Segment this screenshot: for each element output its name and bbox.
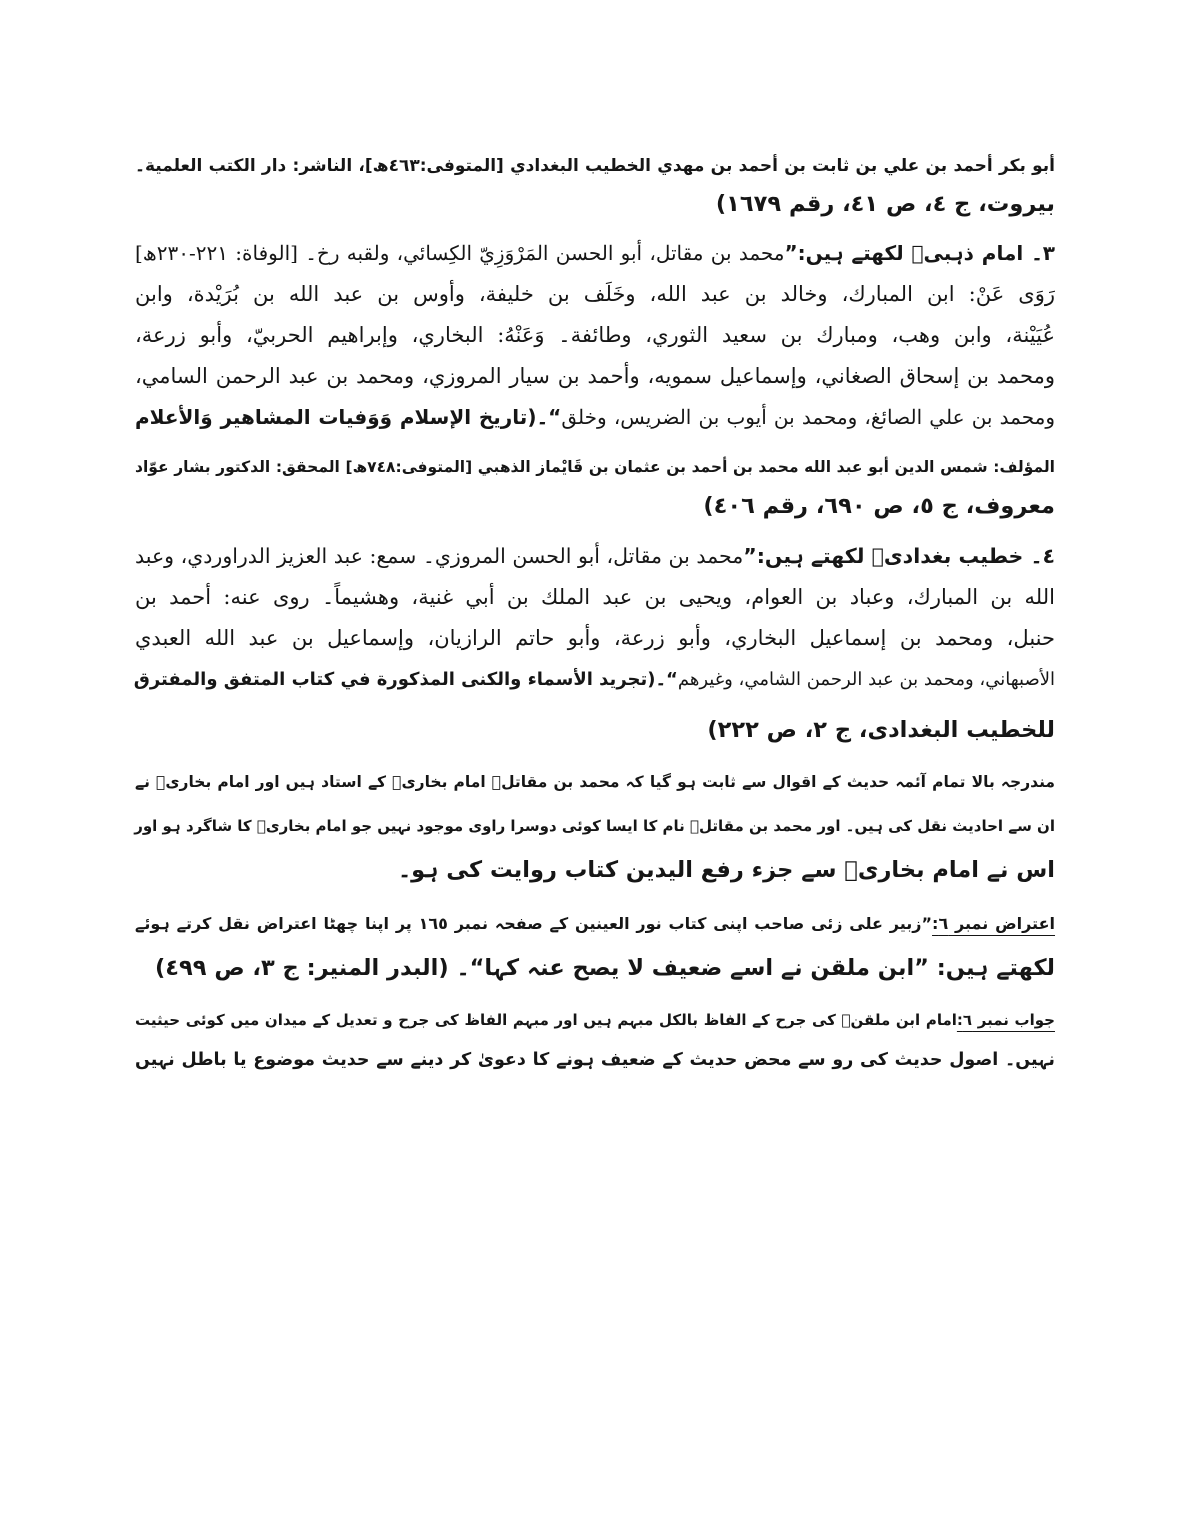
item-4-line [135,659,1055,700]
objection-line [135,902,1055,946]
document-page [135,147,1055,1090]
item-3-intro: ٣۔ امام ذہبیؒ لکھتے ہیں:” [784,241,1056,265]
reference-2 [135,448,1055,526]
item-4-quote: محمد بن مقاتل، أبو الحسن المروزي۔ سمع: عبد العزيز الدراوردي، وعبد [135,544,744,568]
item-3-dhahabi [135,233,1055,438]
answer-6 [135,1000,1055,1080]
answer-line [135,1000,1055,1040]
reference-1 [135,147,1055,223]
item-3-line: عُيَيْنة، وابن وهب، ومبارك بن سعيد الثوري، وطائفة۔ وَعَنْهُ: البخاري، وإبراهيم الحربيّ، وأبو زرعة، [135,323,1055,347]
reference-2-line: المؤلف: شمس الدين أبو عبد الله محمد بن أحمد بن عثمان بن قَايْماز الذهبي [المتوفى:٧٤٨ھ] المحقق: الدكتور بشار عوّاد [135,458,1055,476]
item-3-line: ومحمد بن إسحاق الصغاني، وإسماعيل سمويه، وأحمد بن سيار المروزي، ومحمد بن عبد الرحمن السامي، [135,364,1055,388]
item-3-line [135,233,1055,274]
reference-4-line: للخطيب البغدادی، ج ٢، ص ٢٢٢) [707,717,1055,743]
answer-text: امام ابن ملقنؒ کی جرح کے الفاظ بالکل مبہم ہیں اور مبہم الفاظ کی جرح و تعدیل کے میدان میں کوئی حیثیت [135,1011,957,1029]
reference-2-line: معروف، ج ٥، ص ٦٩٠، رقم ٤٠٦) [703,493,1055,519]
conclusion-paragraph [135,760,1055,892]
conclusion-line: مندرجہ بالا تمام آئمہ حدیث کے اقوال سے ثابت ہو گیا کہ محمد بن مقاتلؒ امام بخاریؒ کے استاد ہیں اور امام بخاریؒ نے [135,773,1055,791]
item-3-line: رَوَى عَنْ: ابن المبارك، وخالد بن عبد الله، وخَلَف بن خليفة، وأوس بن عبد الله بن بُرَيْدة، وابن [135,282,1055,306]
objection-line: لکھتے ہیں: ”ابن ملقن نے اسے ضعیف لا یصح عنہ کہا“۔ (البدر المنیر: ج ٣، ص ٤٩٩) [154,955,1055,981]
reference-4 [135,710,1055,750]
objection-6 [135,902,1055,990]
item-4-ref-inline: “۔(تجريد الأسماء والكنى المذكورة في كتاب المتفق والمفترق [133,669,678,690]
item-4-khatib [135,536,1055,700]
item-4-line: حنبل، ومحمد بن إسماعيل البخاري، وأبو زرعة، وأبو حاتم الرازيان، وإسماعيل بن عبد الله العبدي [135,626,1055,650]
item-4-intro: ٤۔ خطیب بغدادیؒ لکھتے ہیں:” [743,544,1056,568]
conclusion-line: ان سے احادیث نقل کی ہیں۔ اور محمد بن مقاتلؒ نام کا ایسا کوئی دوسرا راوی موجود نہیں جو امام بخاریؒ کا شاگرد ہو اور [134,817,1055,835]
answer-label: جواب نمبر ٦: [956,1011,1055,1029]
objection-label: اعتراض نمبر ٦: [932,914,1056,933]
item-3-quote: ومحمد بن علي الصائغ، ومحمد بن أيوب بن الضريس، وخلق [561,405,1055,429]
item-4-quote: الأصبهاني، ومحمد بن عبد الرحمن الشامي، وغيرهم [677,669,1055,690]
item-3-ref-inline: “۔(تاریخ الإسلام وَوَفيات المشاهير وَالأعلام [135,405,562,429]
reference-1-line: بیروت، ج ٤، ص ٤١، رقم ١٦٧٩) [715,191,1055,217]
item-3-line [135,397,1055,438]
item-3-quote: محمد بن مقاتل، أبو الحسن المَرْوَزِيّ الكِسائي، ولقبه رخ۔ [الوفاة: ٢٢١-٢٣٠ھ] [135,241,785,265]
answer-line: نہیں۔ اصول حدیث کی رو سے محض حدیث کے ضعیف ہونے کا دعویٰ کر دینے سے حدیث موضوع یا باطل نہیں [135,1050,1055,1070]
item-4-line: الله بن المبارك، وعباد بن العوام، ويحيى بن عبد الملك بن أبي غنية، وهشيماً۔ روى عنه: أحمد بن [135,585,1055,609]
reference-1-line: أبو بكر أحمد بن علي بن ثابت بن أحمد بن مهدي الخطيب البغدادي [المتوفى:٤٦٣ھ]، الناشر: دار الكتب العلمية۔ [135,156,1055,176]
conclusion-line: اس نے امام بخاریؒ سے جزء رفع الیدین کتاب روایت کی ہو۔ [397,857,1055,883]
objection-text: ”زبیر علی زئی صاحب اپنی کتاب نور العینین کے صفحہ نمبر ١٦٥ پر اپنا چھٹا اعتراض نقل کرتے ہوئے [135,914,933,933]
item-4-line [135,536,1055,577]
